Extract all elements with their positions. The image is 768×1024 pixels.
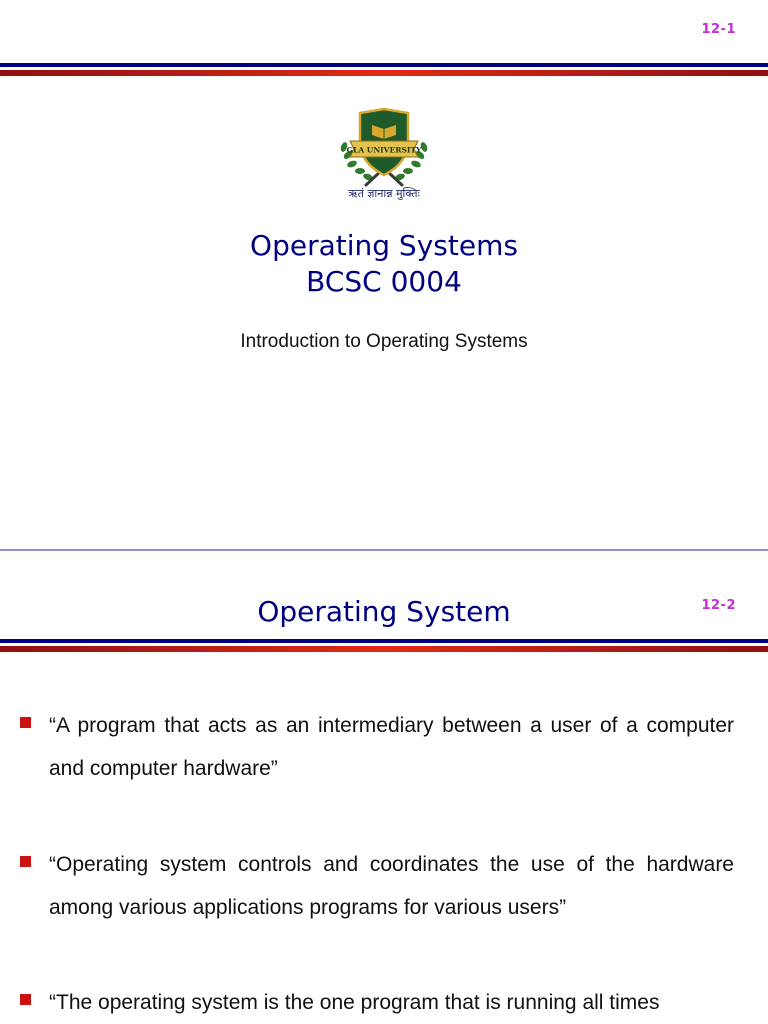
bullet-item bbox=[20, 704, 734, 790]
logo-banner-text: GLA UNIVERSITY bbox=[346, 145, 422, 155]
bullet-text: “Operating system controls and coordinates the use of the hardware among various applications programs for various users” bbox=[49, 853, 734, 919]
slide-subtitle: Introduction to Operating Systems bbox=[240, 331, 528, 352]
bullet-square-icon bbox=[20, 856, 31, 867]
slide-title: Operating System bbox=[257, 595, 511, 628]
bullet-text: “A program that acts as an intermediary between a user of a computer and computer hardware” bbox=[49, 714, 734, 780]
header-band-blue bbox=[0, 63, 768, 67]
course-title: Operating Systems bbox=[250, 229, 518, 262]
header-band-blue bbox=[0, 639, 768, 643]
header-band-red bbox=[0, 646, 768, 652]
slide-2 bbox=[0, 552, 768, 1024]
bullet-square-icon bbox=[20, 994, 31, 1005]
page-number: 12-2 bbox=[701, 598, 736, 613]
university-logo bbox=[334, 107, 434, 202]
bullet-item bbox=[20, 981, 734, 1024]
bullet-item bbox=[20, 843, 734, 929]
bullet-text: “The operating system is the one program that is running all times bbox=[49, 991, 660, 1014]
header-band-red bbox=[0, 70, 768, 76]
course-code: BCSC 0004 bbox=[306, 265, 462, 298]
bullet-square-icon bbox=[20, 717, 31, 728]
slide-separator bbox=[0, 549, 768, 551]
page-number: 12-1 bbox=[701, 22, 736, 37]
logo-motto: ऋतं ज्ञानान्न मुक्तिः bbox=[348, 187, 420, 200]
